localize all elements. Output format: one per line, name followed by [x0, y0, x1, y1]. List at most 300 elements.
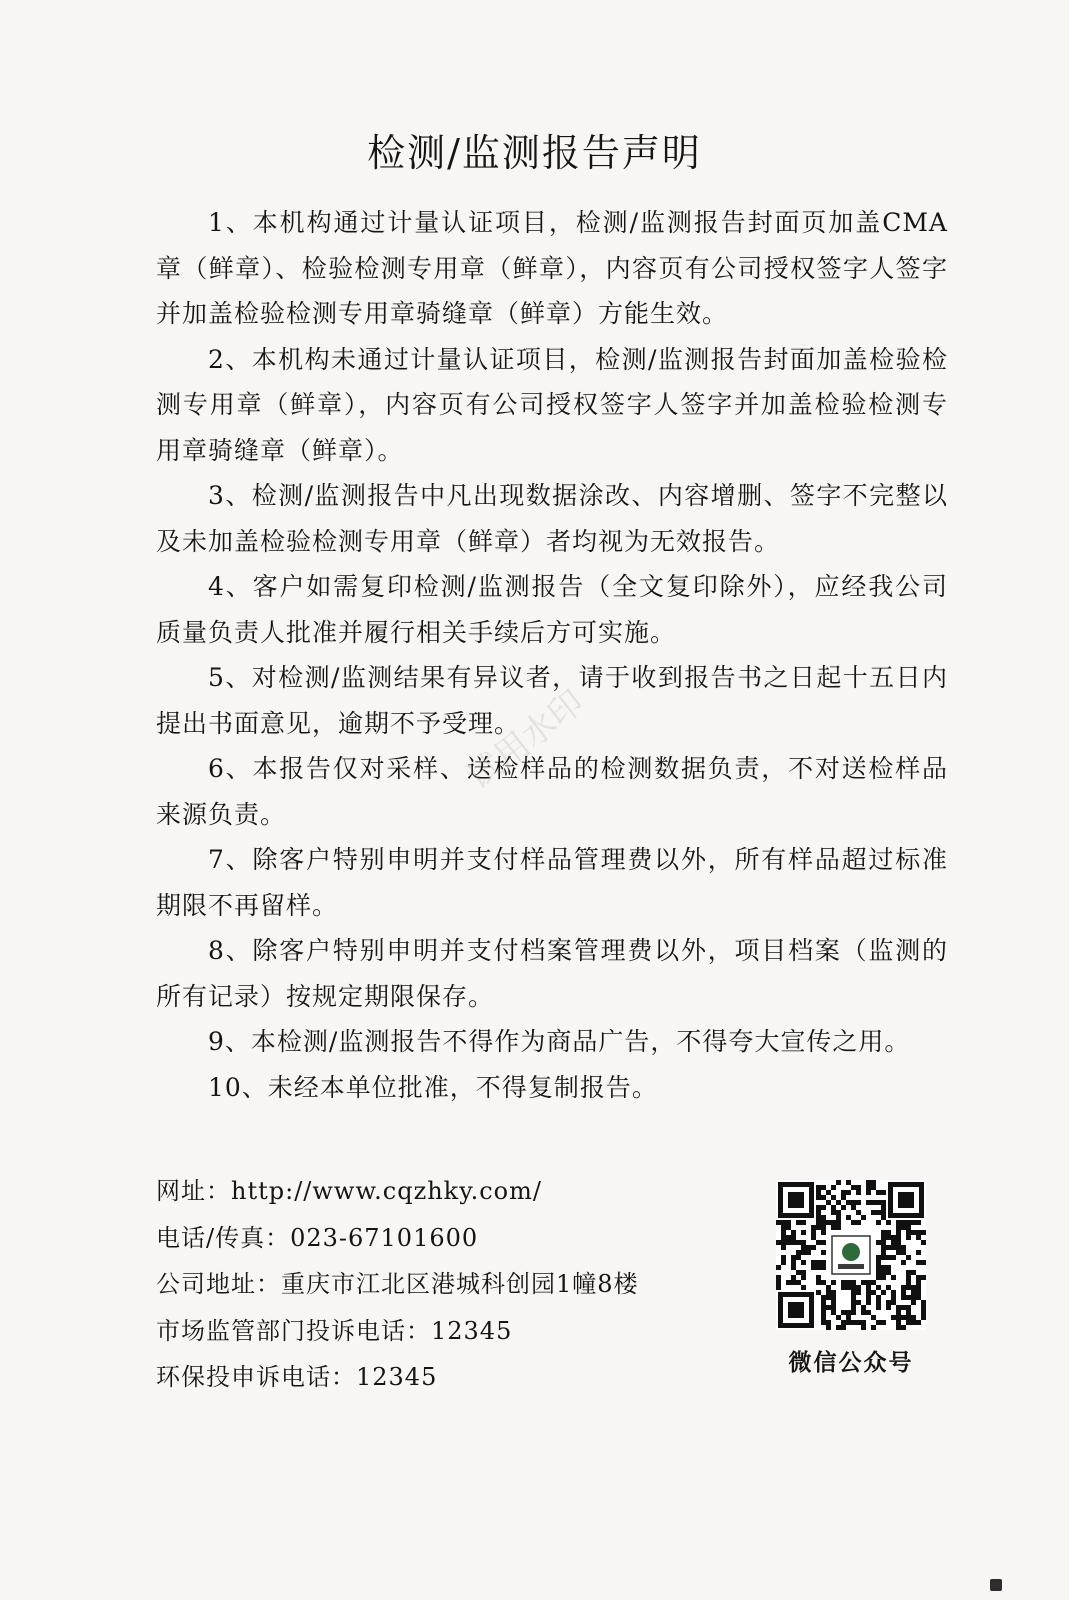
qr-module: [796, 1240, 801, 1245]
qr-module: [881, 1230, 886, 1235]
qr-module: [921, 1260, 926, 1265]
qr-module: [856, 1290, 861, 1295]
qr-module: [906, 1220, 911, 1225]
qr-module: [851, 1305, 856, 1310]
qr-module: [791, 1230, 796, 1235]
qr-module: [866, 1300, 871, 1305]
qr-module: [876, 1275, 881, 1280]
qr-module: [881, 1265, 886, 1270]
qr-module: [866, 1200, 871, 1205]
qr-module: [836, 1215, 841, 1220]
qr-module: [841, 1310, 846, 1315]
website-line[interactable]: 网址：http://www.cqzhky.com/: [156, 1177, 542, 1205]
qr-module: [916, 1235, 921, 1240]
qr-module: [846, 1200, 851, 1205]
qr-module: [866, 1290, 871, 1295]
qr-module: [791, 1275, 796, 1280]
qr-module: [871, 1315, 876, 1320]
qr-module: [876, 1210, 881, 1215]
qr-module: [796, 1280, 801, 1285]
qr-module: [826, 1325, 831, 1330]
qr-module: [831, 1305, 836, 1310]
qr-module: [811, 1225, 816, 1230]
env-complaint-line: 环保投申诉电话：12345: [156, 1363, 438, 1391]
qr-module: [856, 1190, 861, 1195]
qr-module: [851, 1300, 856, 1305]
qr-module: [851, 1310, 856, 1315]
qr-module: [891, 1240, 896, 1245]
qr-module: [886, 1245, 891, 1250]
qr-module: [841, 1325, 846, 1330]
qr-module: [861, 1215, 866, 1220]
qr-module: [831, 1225, 836, 1230]
qr-module: [901, 1305, 906, 1310]
qr-module: [906, 1275, 911, 1280]
qr-module: [881, 1205, 886, 1210]
scanner-app-badge: [990, 1577, 1060, 1593]
qr-module: [876, 1265, 881, 1270]
qr-module: [896, 1310, 901, 1315]
qr-module: [816, 1280, 821, 1285]
qr-module: [886, 1265, 891, 1270]
qr-module: [796, 1220, 801, 1225]
qr-module: [906, 1305, 911, 1310]
qr-module: [866, 1310, 871, 1315]
qr-module: [886, 1305, 891, 1310]
qr-module: [901, 1250, 906, 1255]
qr-module: [791, 1255, 796, 1260]
qr-module: [906, 1235, 911, 1240]
qr-module: [876, 1270, 881, 1275]
qr-module: [781, 1245, 786, 1250]
qr-module: [881, 1235, 886, 1240]
qr-module: [821, 1315, 826, 1320]
qr-module: [906, 1280, 911, 1285]
qr-module: [791, 1265, 796, 1270]
qr-module: [911, 1270, 916, 1275]
qr-module: [866, 1280, 871, 1285]
qr-module: [776, 1275, 781, 1280]
qr-module: [846, 1180, 851, 1185]
qr-module: [876, 1255, 881, 1260]
qr-module: [831, 1195, 836, 1200]
qr-module: [891, 1295, 896, 1300]
qr-module: [801, 1220, 806, 1225]
qr-module: [881, 1250, 886, 1255]
qr-module: [841, 1285, 846, 1290]
qr-module: [876, 1220, 881, 1225]
qr-module: [801, 1240, 806, 1245]
qr-module: [896, 1320, 901, 1325]
qr-module: [896, 1305, 901, 1310]
qr-module: [801, 1250, 806, 1255]
qr-module: [851, 1295, 856, 1300]
qr-module: [871, 1325, 876, 1330]
qr-module: [776, 1280, 781, 1285]
qr-module: [821, 1220, 826, 1225]
qr-module: [881, 1275, 886, 1280]
qr-module: [816, 1265, 821, 1270]
qr-code-icon[interactable]: [776, 1180, 926, 1330]
qr-module: [886, 1220, 891, 1225]
qr-module: [816, 1290, 821, 1295]
qr-module: [866, 1285, 871, 1290]
qr-module: [916, 1280, 921, 1285]
qr-module: [871, 1290, 876, 1295]
qr-module: [911, 1315, 916, 1320]
qr-module: [891, 1275, 896, 1280]
qr-module: [876, 1300, 881, 1305]
qr-module: [851, 1290, 856, 1295]
qr-module: [776, 1240, 781, 1245]
qr-module: [906, 1285, 911, 1290]
qr-module: [826, 1305, 831, 1310]
qr-module: [911, 1230, 916, 1235]
qr-module: [816, 1215, 821, 1220]
qr-module: [856, 1200, 861, 1205]
qr-module: [906, 1255, 911, 1260]
qr-module: [836, 1220, 841, 1225]
qr-module: [781, 1220, 786, 1225]
qr-module: [816, 1185, 821, 1190]
qr-module: [901, 1325, 906, 1330]
qr-module: [801, 1230, 806, 1235]
qr-module: [806, 1245, 811, 1250]
watermark-text: 试用水印: [459, 682, 592, 798]
qr-module: [791, 1240, 796, 1245]
qr-module: [916, 1285, 921, 1290]
qr-module: [811, 1265, 816, 1270]
qr-module: [816, 1260, 821, 1265]
qr-module: [796, 1270, 801, 1275]
qr-module: [861, 1320, 866, 1325]
clause-item: 2、本机构未通过计量认证项目，检测/监测报告封面加盖检验检测专用章（鲜章），内容页有公司授权签字人签字并加盖检验检测专用章骑缝章（鲜章）。: [156, 344, 948, 465]
qr-module: [856, 1210, 861, 1215]
qr-module: [826, 1220, 831, 1225]
qr-module: [876, 1260, 881, 1265]
qr-module: [881, 1190, 886, 1195]
qr-module: [871, 1210, 876, 1215]
qr-module: [821, 1195, 826, 1200]
qr-caption: 微信公众号: [788, 1349, 914, 1376]
qr-module: [876, 1305, 881, 1310]
qr-module: [921, 1305, 926, 1310]
qr-module: [906, 1295, 911, 1300]
qr-module: [876, 1200, 881, 1205]
qr-module: [876, 1285, 881, 1290]
qr-module: [821, 1185, 826, 1190]
address-line: 公司地址：重庆市江北区港城科创园1幢8楼: [156, 1270, 639, 1298]
qr-module: [831, 1220, 836, 1225]
qr-module: [851, 1285, 856, 1290]
qr-module: [831, 1290, 836, 1295]
qr-module: [791, 1235, 796, 1240]
qr-module: [861, 1325, 866, 1330]
qr-module: [816, 1190, 821, 1195]
qr-module: [901, 1295, 906, 1300]
clause-item: 10、未经本单位批准，不得复制报告。: [208, 1072, 658, 1102]
qr-module: [916, 1230, 921, 1235]
qr-module: [846, 1320, 851, 1325]
qr-module: [831, 1310, 836, 1315]
qr-module: [886, 1270, 891, 1275]
qr-module: [886, 1255, 891, 1260]
qr-module: [821, 1230, 826, 1235]
clause-item: 6、本报告仅对采样、送检样品的检测数据负责，不对送检样品来源负责。: [156, 754, 948, 829]
qr-module: [916, 1260, 921, 1265]
qr-module: [916, 1250, 921, 1255]
qr-module: [841, 1205, 846, 1210]
qr-module: [846, 1315, 851, 1320]
qr-module: [821, 1225, 826, 1230]
qr-module: [891, 1235, 896, 1240]
qr-module: [801, 1245, 806, 1250]
qr-module: [821, 1300, 826, 1305]
qr-module: [851, 1220, 856, 1225]
qr-module: [786, 1225, 791, 1230]
qr-module: [916, 1320, 921, 1325]
qr-module: [881, 1215, 886, 1220]
qr-module: [831, 1210, 836, 1215]
qr-module: [826, 1190, 831, 1195]
qr-module: [846, 1215, 851, 1220]
qr-module: [806, 1250, 811, 1255]
qr-module: [826, 1285, 831, 1290]
clause-item: 1、本机构通过计量认证项目，检测/监测报告封面页加盖CMA章（鲜章）、检验检测专用章（鲜章），内容页有公司授权签字人签字并加盖检验检测专用章骑缝章（鲜章）方能生效。: [156, 208, 948, 328]
wechat-qr-block: [776, 1180, 926, 1377]
qr-module: [896, 1240, 901, 1245]
qr-module: [821, 1320, 826, 1325]
qr-module: [866, 1190, 871, 1195]
qr-module: [826, 1320, 831, 1325]
qr-module: [891, 1315, 896, 1320]
qr-module: [841, 1195, 846, 1200]
qr-module: [891, 1255, 896, 1260]
qr-module: [881, 1210, 886, 1215]
clause-item: 7、除客户特别申明并支付样品管理费以外，所有样品超过标准期限不再留样。: [156, 845, 948, 920]
qr-module: [826, 1200, 831, 1205]
qr-module: [781, 1225, 786, 1230]
qr-module: [896, 1315, 901, 1320]
qr-module: [781, 1255, 786, 1260]
scanner-logo-icon: [990, 1579, 1002, 1591]
qr-module: [841, 1320, 846, 1325]
qr-module: [866, 1185, 871, 1190]
qr-module: [816, 1210, 821, 1215]
qr-module: [896, 1225, 901, 1230]
qr-module: [836, 1225, 841, 1230]
qr-module: [816, 1195, 821, 1200]
qr-module: [886, 1285, 891, 1290]
qr-module: [776, 1285, 781, 1290]
qr-module: [906, 1270, 911, 1275]
qr-module: [916, 1290, 921, 1295]
qr-module: [881, 1240, 886, 1245]
qr-module: [821, 1240, 826, 1245]
qr-module: [846, 1190, 851, 1195]
qr-module: [921, 1310, 926, 1315]
qr-module: [851, 1320, 856, 1325]
qr-module: [876, 1240, 881, 1245]
phone-fax-line: 电话/传真：023-67101600: [156, 1223, 479, 1252]
qr-module: [846, 1285, 851, 1290]
market-complaint-line: 市场监管部门投诉电话：12345: [156, 1316, 513, 1345]
qr-module: [821, 1250, 826, 1255]
qr-module: [906, 1320, 911, 1325]
qr-module: [891, 1245, 896, 1250]
qr-module: [876, 1320, 881, 1325]
qr-module: [781, 1235, 786, 1240]
qr-module: [801, 1285, 806, 1290]
qr-module: [786, 1280, 791, 1285]
qr-module: [801, 1260, 806, 1265]
qr-module: [826, 1295, 831, 1300]
qr-module: [781, 1230, 786, 1235]
qr-module: [836, 1200, 841, 1205]
qr-module: [906, 1310, 911, 1315]
qr-module: [871, 1280, 876, 1285]
qr-module: [921, 1275, 926, 1280]
qr-module: [901, 1285, 906, 1290]
qr-module: [786, 1240, 791, 1245]
clause-item: 9、本检测/监测报告不得作为商品广告，不得夸大宣传之用。: [208, 1027, 911, 1056]
qr-module: [836, 1315, 841, 1320]
qr-module: [896, 1325, 901, 1330]
qr-module: [821, 1215, 826, 1220]
qr-module: [821, 1260, 826, 1265]
qr-module: [866, 1295, 871, 1300]
qr-module: [861, 1280, 866, 1285]
qr-module: [916, 1275, 921, 1280]
qr-module: [911, 1295, 916, 1300]
qr-module: [831, 1280, 836, 1285]
qr-module: [901, 1290, 906, 1295]
qr-module: [916, 1220, 921, 1225]
qr-module: [836, 1325, 841, 1330]
qr-module: [836, 1180, 841, 1185]
qr-module: [831, 1295, 836, 1300]
qr-module: [911, 1285, 916, 1290]
qr-module: [891, 1300, 896, 1305]
qr-module: [816, 1220, 821, 1225]
qr-module: [901, 1220, 906, 1225]
qr-module: [896, 1245, 901, 1250]
qr-module: [816, 1225, 821, 1230]
qr-module: [816, 1240, 821, 1245]
qr-module: [821, 1205, 826, 1210]
qr-module: [786, 1235, 791, 1240]
qr-module: [856, 1300, 861, 1305]
qr-module: [776, 1265, 781, 1270]
qr-module: [826, 1290, 831, 1295]
qr-module: [886, 1235, 891, 1240]
qr-module: [901, 1260, 906, 1265]
qr-module: [781, 1260, 786, 1265]
qr-module: [881, 1320, 886, 1325]
qr-module: [816, 1205, 821, 1210]
qr-module: [811, 1230, 816, 1235]
qr-module: [821, 1310, 826, 1315]
qr-module: [841, 1280, 846, 1285]
qr-module: [786, 1220, 791, 1225]
qr-module: [781, 1240, 786, 1245]
qr-module: [921, 1240, 926, 1245]
page-title: 检测/监测报告声明: [367, 131, 702, 175]
clause-item: 4、客户如需复印检测/监测报告（全文复印除外），应经我公司质量负责人批准并履行相关手续后方可实施。: [156, 572, 948, 647]
qr-module: [891, 1290, 896, 1295]
qr-module: [871, 1200, 876, 1205]
qr-module: [881, 1270, 886, 1275]
qr-module: [901, 1315, 906, 1320]
qr-module: [811, 1235, 816, 1240]
qr-module: [821, 1280, 826, 1285]
contact-info: [156, 1168, 716, 1401]
qr-module: [886, 1300, 891, 1305]
qr-module: [796, 1255, 801, 1260]
qr-module: [906, 1230, 911, 1235]
qr-module: [791, 1260, 796, 1265]
clause-item: 5、对检测/监测结果有异议者，请于收到报告书之日起十五日内提出书面意见，逾期不予受理。: [156, 663, 948, 738]
qr-module: [921, 1230, 926, 1235]
qr-module: [876, 1190, 881, 1195]
qr-module: [901, 1225, 906, 1230]
qr-module: [881, 1200, 886, 1205]
qr-module: [856, 1185, 861, 1190]
qr-module: [896, 1230, 901, 1235]
qr-module: [871, 1185, 876, 1190]
qr-module: [811, 1245, 816, 1250]
qr-module: [896, 1235, 901, 1240]
qr-module: [821, 1295, 826, 1300]
qr-module: [841, 1190, 846, 1195]
qr-module: [831, 1205, 836, 1210]
qr-module: [821, 1265, 826, 1270]
qr-module: [811, 1260, 816, 1265]
qr-module: [796, 1250, 801, 1255]
qr-module: [851, 1185, 856, 1190]
qr-module: [881, 1255, 886, 1260]
qr-module: [856, 1320, 861, 1325]
qr-module: [911, 1300, 916, 1305]
qr-module: [801, 1270, 806, 1275]
qr-module: [881, 1245, 886, 1250]
qr-module: [921, 1315, 926, 1320]
qr-module: [861, 1305, 866, 1310]
qr-module: [866, 1180, 871, 1185]
qr-module: [861, 1310, 866, 1315]
qr-module: [816, 1275, 821, 1280]
qr-module: [881, 1290, 886, 1295]
qr-module: [921, 1300, 926, 1305]
qr-module: [906, 1225, 911, 1230]
qr-module: [836, 1210, 841, 1215]
qr-module: [896, 1220, 901, 1225]
qr-module: [851, 1205, 856, 1210]
qr-module: [911, 1220, 916, 1225]
clause-item: 8、除客户特别申明并支付档案管理费以外，项目档案（监测的所有记录）按规定期限保存。: [156, 936, 948, 1011]
qr-module: [906, 1315, 911, 1320]
qr-module: [876, 1295, 881, 1300]
qr-module: [831, 1185, 836, 1190]
qr-module: [851, 1280, 856, 1285]
qr-module: [851, 1200, 856, 1205]
qr-module: [821, 1305, 826, 1310]
qr-module: [846, 1280, 851, 1285]
qr-module: [856, 1220, 861, 1225]
qr-module: [846, 1310, 851, 1315]
qr-module: [871, 1180, 876, 1185]
qr-module: [856, 1285, 861, 1290]
